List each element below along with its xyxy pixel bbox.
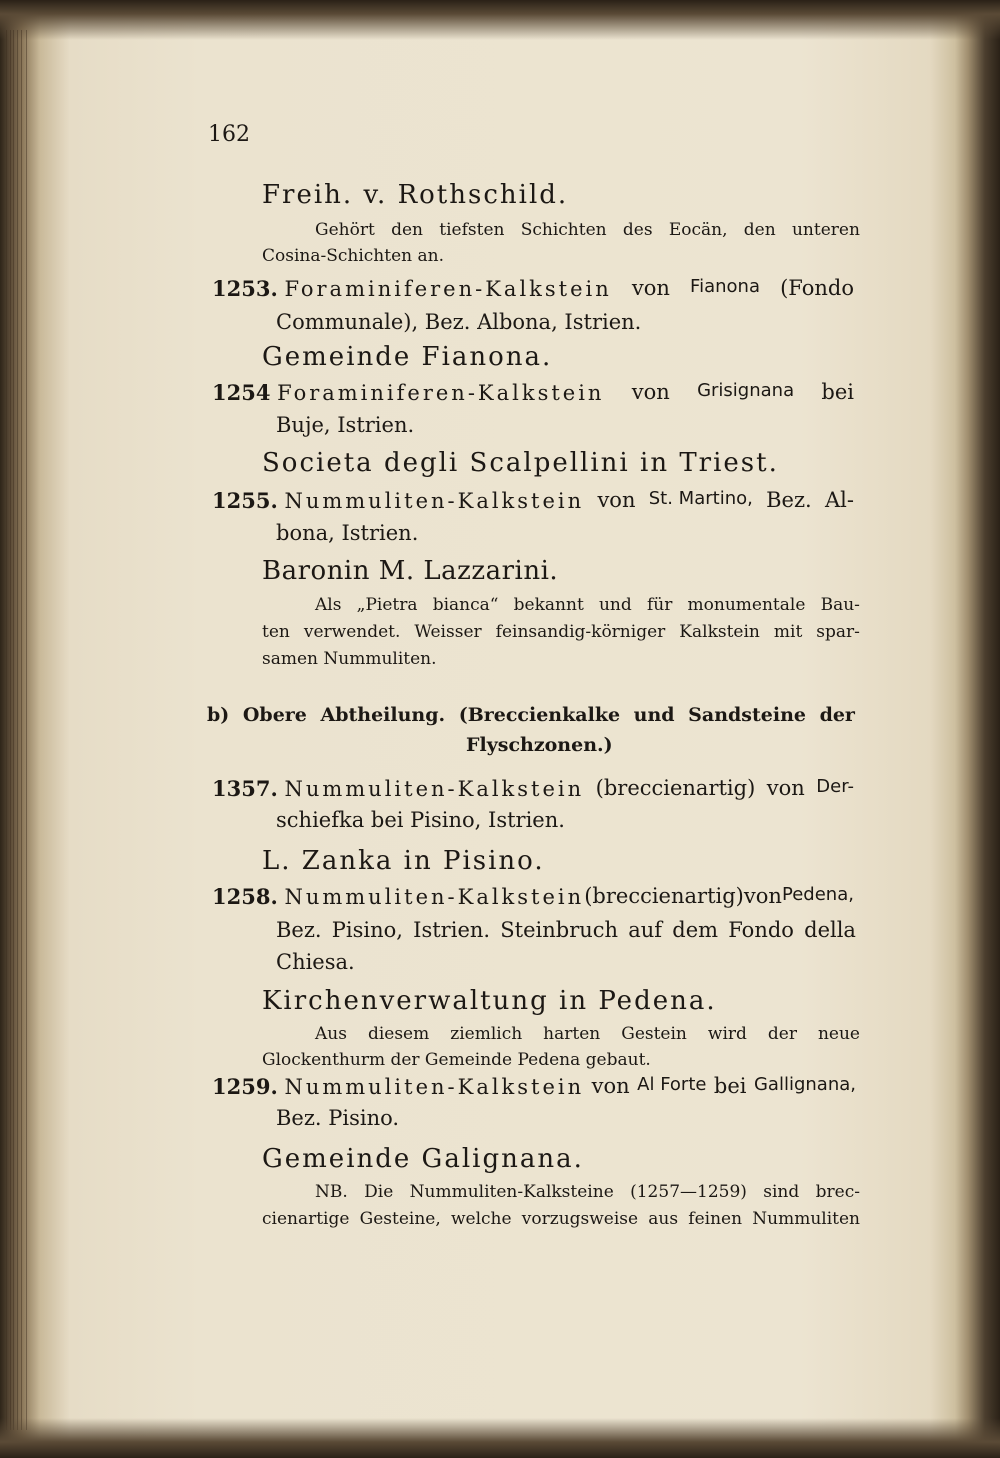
owner-heading: Freih. v. Rothschild. — [262, 180, 569, 210]
catalog-entry-1259: 1259. Nummuliten-Kalkstein von Al Forte bei Gallignana, — [212, 1074, 856, 1099]
owner-heading: Societa degli Scalpellini in Triest. — [262, 448, 779, 478]
locality: Al Forte — [637, 1074, 707, 1095]
catalog-entry-1254: 1254 Foraminiferen-Kalkstein von Grisignana bei — [212, 380, 854, 405]
note-line: Gehört den tiefsten Schichten des Eocän, den unteren — [315, 220, 860, 240]
stone-name: Foraminiferen-Kalkstein — [284, 277, 612, 301]
entry-continuation: Buje, Istrien. — [276, 413, 415, 437]
entry-continuation: Bez. Pisino. — [276, 1106, 400, 1130]
section-subheading-continuation: Flyschzonen.) — [466, 734, 613, 756]
page-number: 162 — [208, 122, 250, 147]
entry-continuation: schiefka bei Pisino, Istrien. — [276, 808, 565, 832]
owner-heading: L. Zanka in Pisino. — [262, 846, 545, 876]
stone-name: Nummuliten-Kalkstein — [284, 885, 585, 909]
entry-continuation: Communale), Bez. Albona, Istrien. — [276, 310, 642, 334]
entry-number: 1253. — [212, 276, 278, 301]
note-line: samen Nummuliten. — [262, 649, 437, 669]
stone-name: Nummuliten-Kalkstein — [284, 777, 585, 801]
catalog-entry-1255: 1255. Nummuliten-Kalkstein von St. Martino, Bez. Al- — [212, 488, 854, 513]
locality: Fianona — [690, 276, 760, 297]
catalog-entry-1357: 1357. Nummuliten-Kalkstein (breccienartig) von Der- — [212, 776, 854, 801]
entry-continuation: bona, Istrien. — [276, 521, 419, 545]
stone-name: Nummuliten-Kalkstein — [284, 1075, 585, 1099]
catalog-entry-1253: 1253. Foraminiferen-Kalkstein von Fianona (Fondo — [212, 276, 854, 301]
note-line: NB. Die Nummuliten-Kalksteine (1257—1259) sind brec- — [315, 1182, 860, 1202]
entry-continuation: Bez. Pisino, Istrien. Steinbruch auf dem Fondo della — [276, 918, 856, 942]
entry-number: 1255. — [212, 488, 278, 513]
stone-name: Nummuliten-Kalkstein — [284, 489, 585, 513]
note-line: ten verwendet. Weisser feinsandig-körniger Kalkstein mit spar- — [262, 622, 860, 642]
section-subheading: b) Obere Abtheilung. (Breccienkalke und Sandsteine der — [207, 704, 855, 726]
note-line: cienartige Gesteine, welche vorzugsweise aus feinen Nummuliten — [262, 1209, 860, 1229]
catalog-entry-1258: 1258. Nummuliten-Kalkstein (breccienartig) von Pedena, — [212, 884, 854, 909]
stone-name: Foraminiferen-Kalkstein — [277, 381, 605, 405]
page-edge-stack — [4, 30, 34, 1430]
owner-heading: Gemeinde Fianona. — [262, 342, 553, 372]
owner-heading: Gemeinde Galignana. — [262, 1144, 584, 1174]
note-line: Glockenthurm der Gemeinde Pedena gebaut. — [262, 1050, 651, 1070]
entry-number: 1258. — [212, 884, 278, 909]
locality: St. Martino, — [648, 488, 753, 509]
entry-number: 1357. — [212, 776, 278, 801]
owner-heading: Baronin M. Lazzarini. — [262, 556, 559, 586]
locality: Grisignana — [697, 380, 795, 401]
locality: Gallignana, — [753, 1074, 856, 1095]
note-line: Aus diesem ziemlich harten Gestein wird der neue — [315, 1024, 860, 1044]
note-line: Als „Pietra bianca“ bekannt und für monumentale Bau- — [315, 595, 860, 615]
locality: Pedena, — [782, 884, 854, 905]
entry-number: 1259. — [212, 1074, 278, 1099]
owner-heading: Kirchenverwaltung in Pedena. — [262, 986, 717, 1016]
entry-continuation: Chiesa. — [276, 950, 355, 974]
note-line: Cosina-Schichten an. — [262, 246, 444, 266]
entry-number: 1254 — [212, 380, 271, 405]
